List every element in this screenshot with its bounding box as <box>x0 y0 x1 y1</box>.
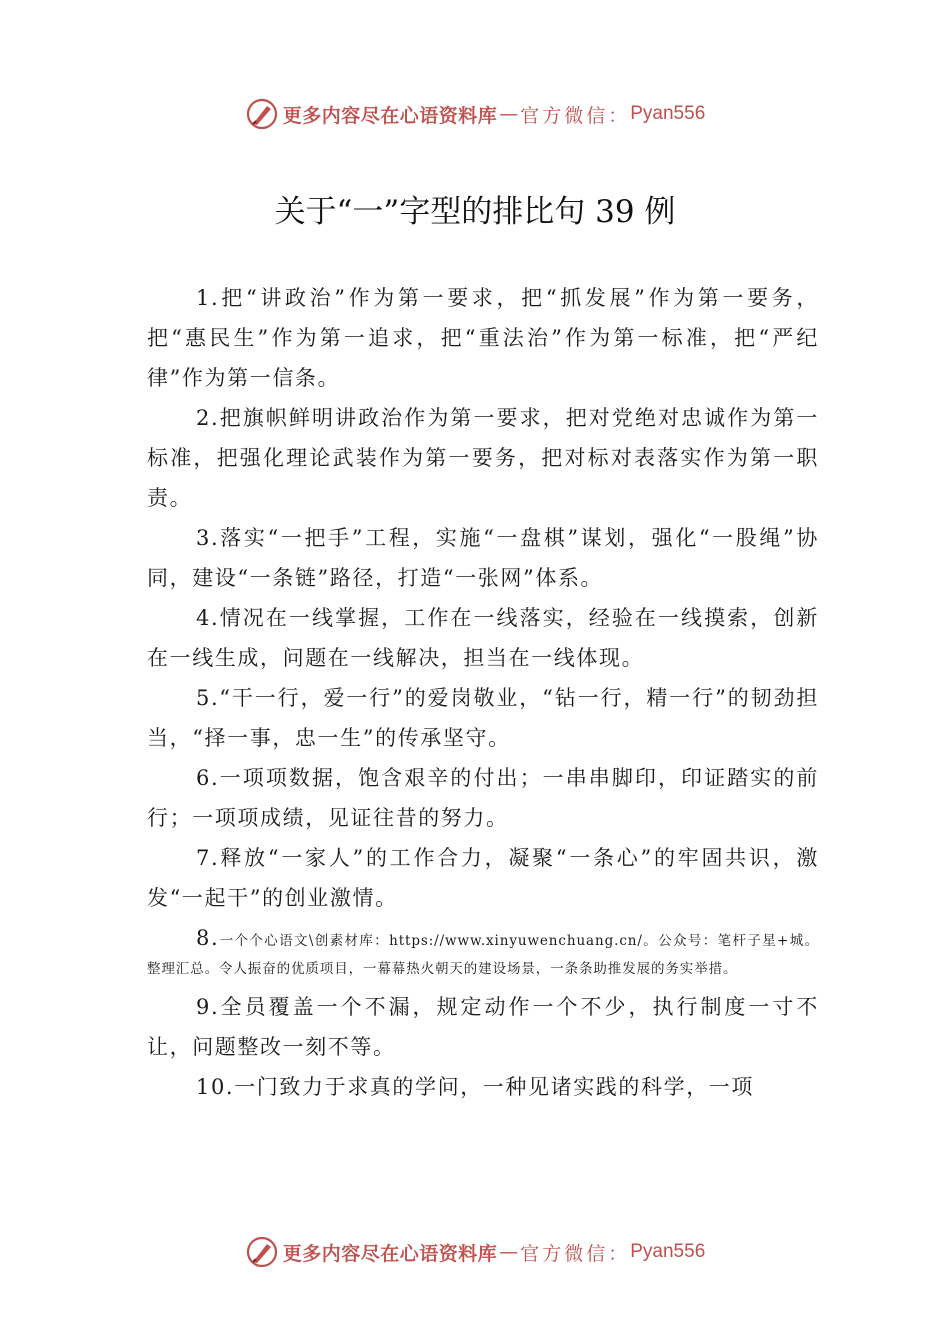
paragraph-number: 5. <box>196 686 220 710</box>
banner-wechat-label: 官方微信： <box>520 1242 631 1265</box>
paragraph-number: 6. <box>196 766 220 790</box>
banner-dash: — <box>499 1241 519 1263</box>
paragraph-text: 落实“一把手”工程，实施“一盘棋”谋划，强化“一股绳”协同，建设“一条链”路径，打造“一张网”体系。 <box>147 526 819 590</box>
paragraph-text: 把“讲政治”作为第一要求，把“抓发展”作为第一要务，把“惠民生”作为第一追求，把“重法治”作为第一标准，把“严纪律”作为第一信条。 <box>147 286 819 390</box>
paragraph-text: 把旗帜鲜明讲政治作为第一要求，把对党绝对忠诚作为第一标准，把强化理论武装作为第一要务，把对标对表落实作为第一职责。 <box>147 406 819 510</box>
paragraph-text: “干一行，爱一行”的爱岗敬业，“钻一行，精一行”的韧劲担当，“择一事，忠一生”的传承坚守。 <box>147 686 819 750</box>
paragraph-8-watermark-note <box>147 924 819 983</box>
paragraph-10 <box>147 1067 819 1107</box>
paragraph-text: 一项项数据，饱含艰辛的付出；一串串脚印，印证踏实的前行；一项项成绩，见证往昔的努力。 <box>147 766 819 830</box>
paragraph-7 <box>147 838 819 918</box>
paragraph-9 <box>147 987 819 1067</box>
banner-wechat-handle: Pyan556 <box>630 103 706 124</box>
banner-wechat-handle: Pyan556 <box>630 1241 706 1262</box>
paragraph-text: 释放“一家人”的工作合力，凝聚“一条心”的牢固共识，激发“一起干”的创业激情。 <box>147 846 819 910</box>
document-title: 关于“一”字型的排比句 39 例 <box>274 194 676 230</box>
paragraph-text: 一门致力于求真的学问，一种见诸实践的科学，一项 <box>234 1075 755 1099</box>
paragraph-1 <box>147 278 819 398</box>
paragraph-2 <box>147 398 819 518</box>
paragraph-text: 全员覆盖一个不漏，规定动作一个不少，执行制度一寸不让，问题整改一刻不等。 <box>147 995 819 1059</box>
banner-brand: 更多内容尽在心语资料库 <box>282 1242 498 1265</box>
paragraph-number: 9. <box>196 995 220 1019</box>
paragraph-number: 4. <box>196 606 220 630</box>
paragraph-number: 2. <box>196 406 220 430</box>
banner-wechat-label: 官方微信： <box>520 104 631 127</box>
quill-pen-icon <box>245 1235 279 1269</box>
paragraph-6 <box>147 758 819 838</box>
paragraph-5 <box>147 678 819 758</box>
paragraph-number: 8. <box>196 926 220 950</box>
banner-brand: 更多内容尽在心语资料库 <box>282 104 498 127</box>
footer-banner <box>0 1232 950 1272</box>
paragraph-number: 10. <box>196 1075 235 1099</box>
paragraph-number: 3. <box>196 526 220 550</box>
paragraph-text: 一个个心语文\创素材库：https://www.xinyuwenchuang.cn/。公众号：笔杆子星+城。整理汇总。令人振奋的优质项目，一幕幕热火朝天的建设场景，一条条助推发展的务实举措。 <box>147 933 819 977</box>
paragraph-number: 7. <box>196 846 220 870</box>
paragraph-text: 情况在一线掌握，工作在一线落实，经验在一线摸索，创新在一线生成，问题在一线解决，担当在一线体现。 <box>147 606 819 670</box>
paragraph-3 <box>147 518 819 598</box>
paragraph-number: 1. <box>196 286 220 310</box>
header-banner <box>0 94 950 134</box>
quill-pen-icon <box>245 97 279 131</box>
paragraph-4 <box>147 598 819 678</box>
document-body <box>147 278 819 1107</box>
banner-dash: — <box>499 103 519 125</box>
